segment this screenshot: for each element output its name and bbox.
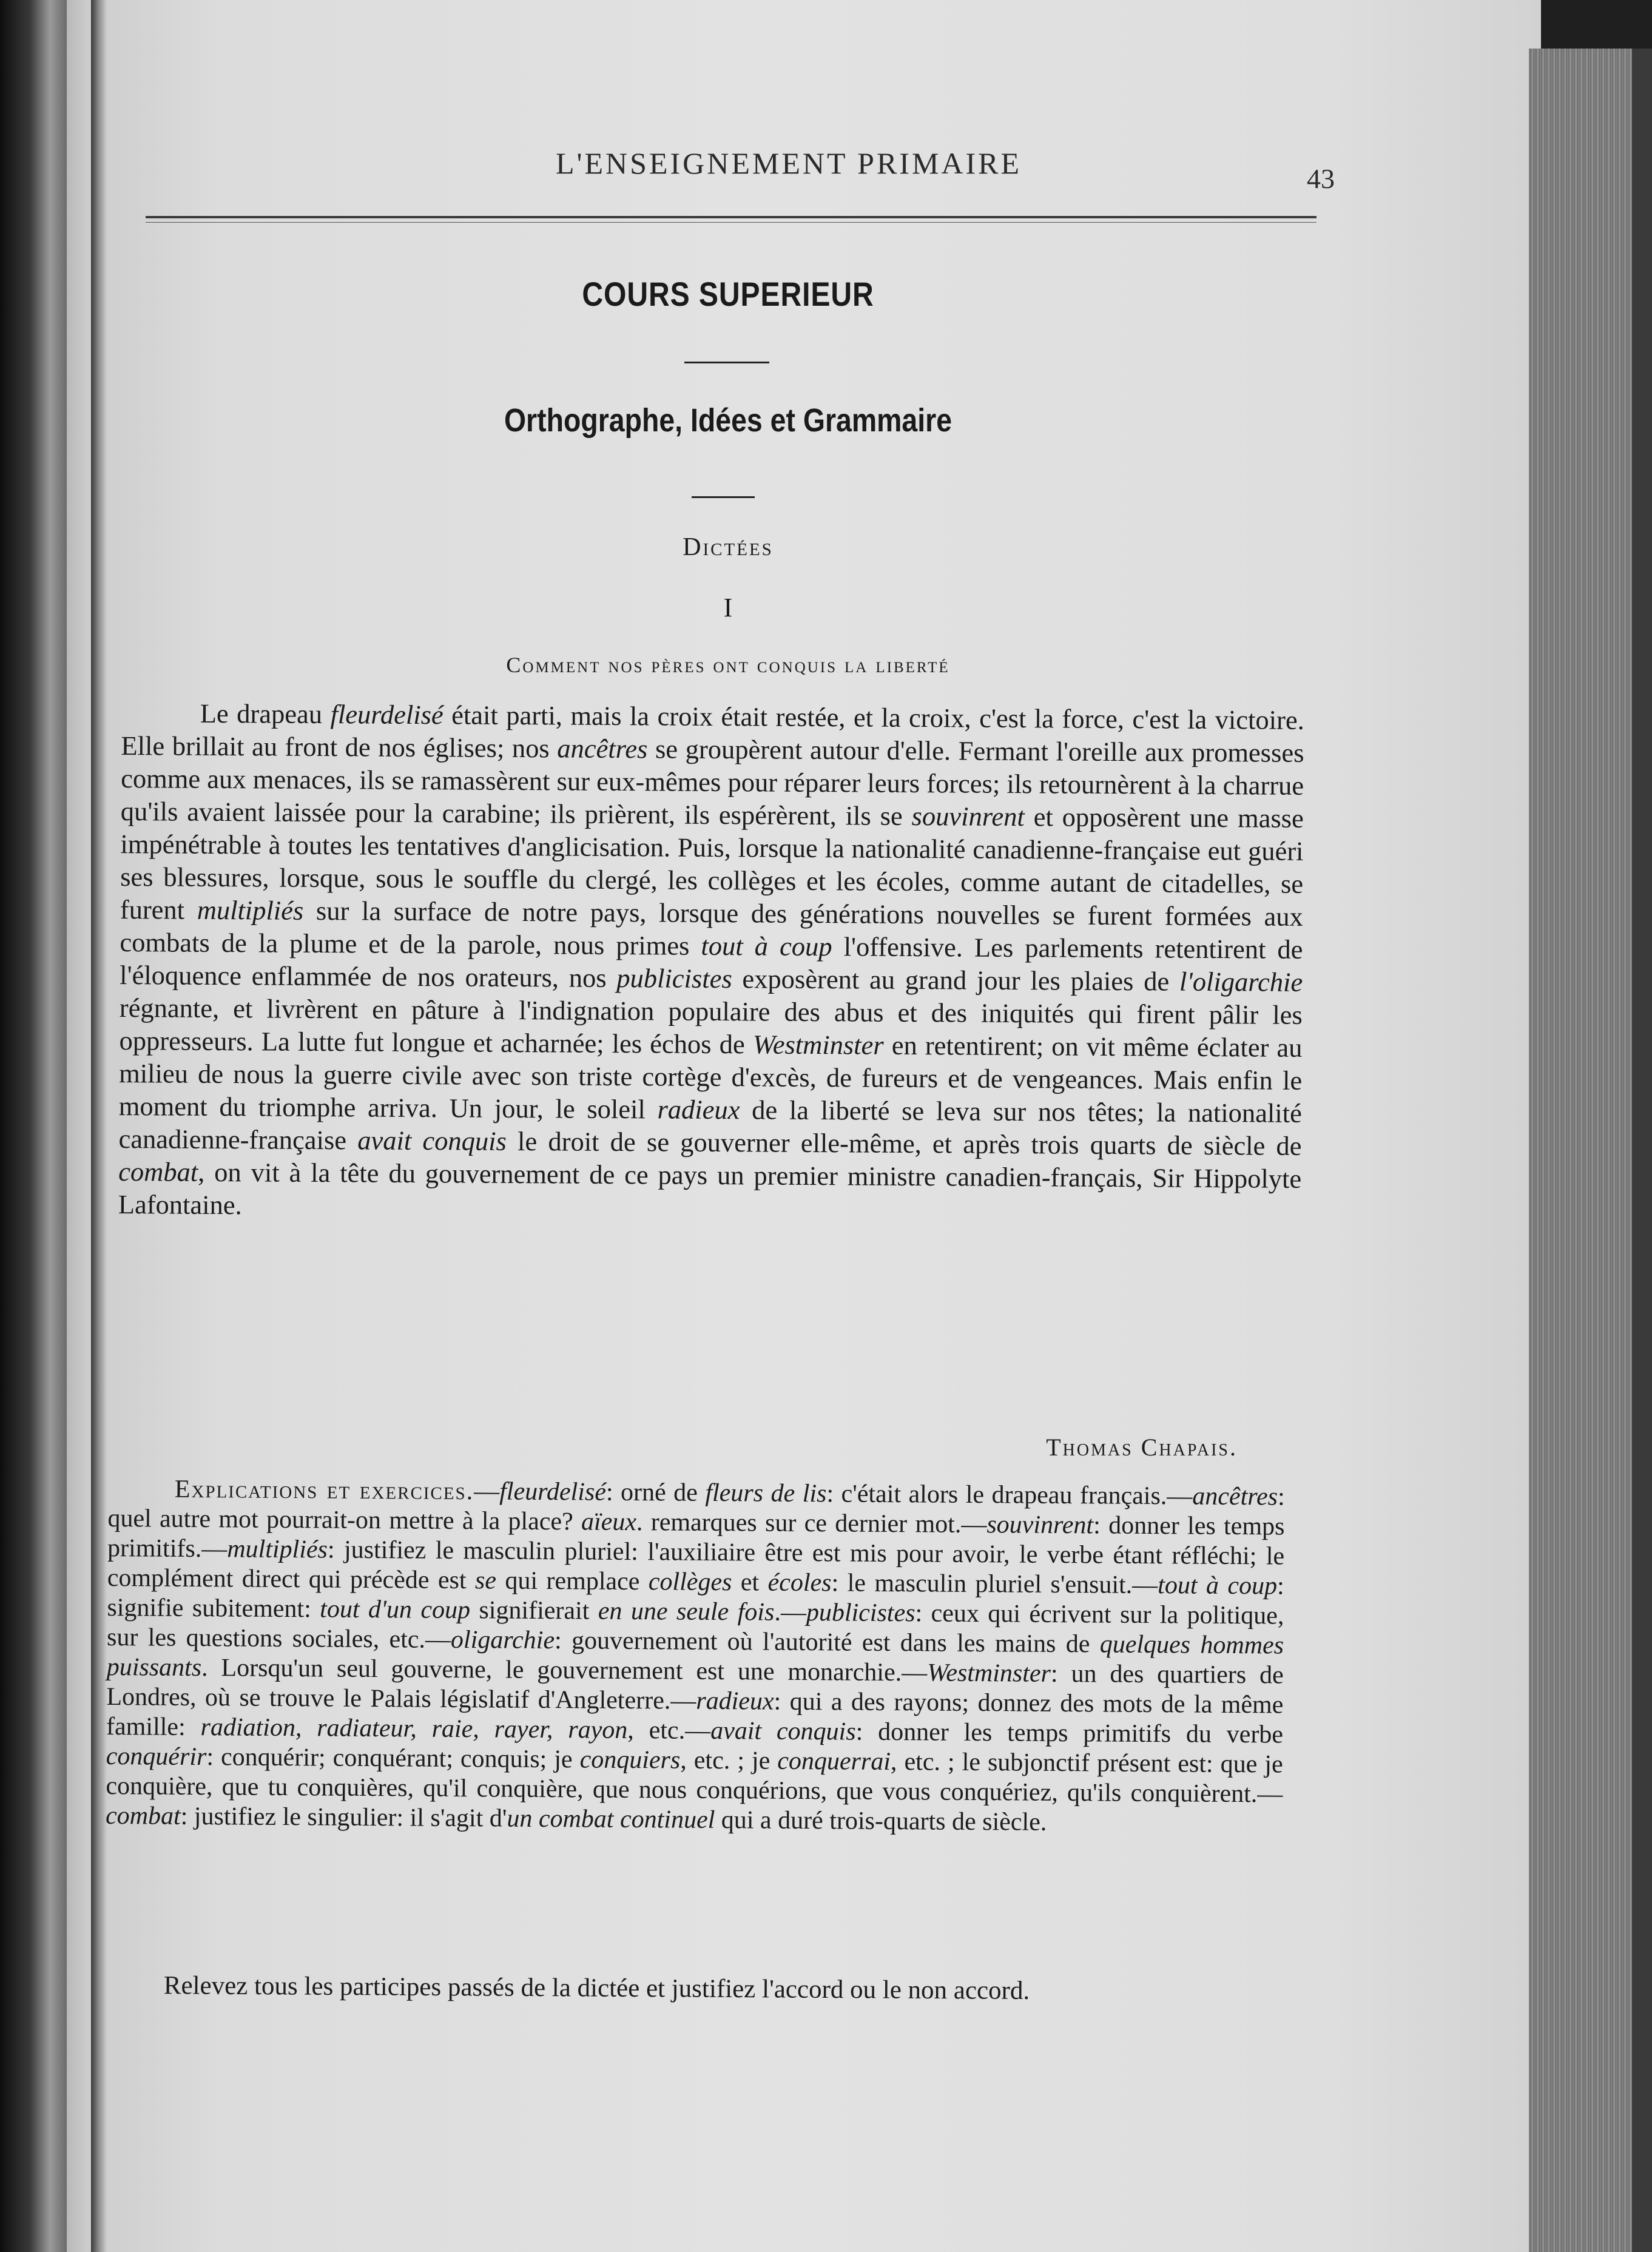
left-binding-shadow xyxy=(0,0,67,2252)
book-cover-edge xyxy=(1632,49,1652,2252)
page-number: 43 xyxy=(1307,163,1335,194)
dictee-text: Le drapeau fleurdelisé était parti, mais la croix était restée, et la croix, c'est la force, c'est la victoire. Elle brillait au front de nos églises; nos ancêtres se groupèrent autour d'elle. Fermant l'oreille aux promesses comme aux menaces, ils se ramassèrent sur eux-mêmes pour réparer leurs forces; ils retournèrent à la charrue qu'ils avaient laissée pour la carabine; ils prièrent, ils espérèrent, ils se souvinrent et opposèrent une masse impénétrable à toutes les tentatives d'anglicisation. Puis, lorsque la nationalité canadienne-française eut guéri ses blessures, lorsque, sous le souffle du clergé, les collèges et les écoles, comme autant de citadelles, se furent multipliés sur la surface de notre pays, lorsque des générations nouvelles se furent formées aux combats de la plume et de la parole, nous primes tout à coup l'offensive. Les parlements retentirent de l'éloquence enflammée de nos orateurs, nos publicistes exposèrent au grand jour les plaies de l'oligarchie régnante, et livrèrent en pâture à l'indignation populaire des abus et des iniquités qui firent pâlir les oppresseurs. La lutte fut longue et acharnée; les échos de Westminster en retentirent; on vit même éclater au milieu de nous la guerre civile avec son triste cortège d'excès, de fureurs et de vengeances. Mais enfin le moment du triomphe arriva. Un jour, le soleil radieux de la liberté se leva sur nos têtes; la nationalité canadienne-française avait conquis le droit de se gouverner elle-même, et après trois quarts de siècle de combat, on vit à la tête du gouvernement de ce pays un premier ministre canadien-français, Sir Hippolyte Lafontaine. xyxy=(118,698,1304,1221)
subtitle-divider xyxy=(692,496,755,498)
dictee-number: I xyxy=(723,593,733,622)
dictee-title: Comment nos pères ont conquis la liberté xyxy=(506,653,950,677)
dictee-author: Thomas Chapais. xyxy=(1046,1434,1238,1461)
header-rule xyxy=(146,216,1317,218)
book-gutter xyxy=(91,0,107,2252)
section-subtitle: Orthographe, Idées et Grammaire xyxy=(504,402,952,439)
dictees-heading: Dictées xyxy=(683,533,774,561)
section-title: COURS SUPERIEUR xyxy=(582,275,874,313)
exercise-instruction: Relevez tous les participes passés de la dictée et justifiez l'accord ou le non accord. xyxy=(163,1971,1030,2005)
header-rule-thin xyxy=(146,222,1317,223)
title-divider xyxy=(684,362,769,363)
explications-paragraph: Explications et exercices.—fleurdelisé: orné de fleurs de lis: c'était alors le drapeau français.—ancêtres: quel autre mot pourrait-on mettre à la place? aïeux. remarques sur ce dernier mot.—souvinrent: donner les temps primitifs.—multipliés: justifiez le masculin pluriel: l'auxiliaire être est mis pour avoir, le verbe étant réfléchi; le complément direct qui précède est se qui remplace collèges et écoles: le masculin pluriel s'ensuit.—tout à coup: signifie subitement: tout d'un coup signifierait en une seule fois.—publicistes: ceux qui écrivent sur la politique, sur les questions sociales, etc.—oligarchie: gouvernement où l'autorité est dans les mains de quelques hommes puissants. Lorsqu'un seul gouverne, le gouvernement est une monarchie.—Westminster: un des quartiers de Londres, où se trouve le Palais législatif d'Angleterre.—radieux: qui a des rayons; donnez des mots de la même famille: radiation, radiateur, raie, rayer, rayon, etc.—avait conquis: donner les temps primitifs du verbe conquérir: conquérir; conquérant; conquis; je conquiers, etc. ; je conquerrai, etc. ; le subjonctif présent est: que je conquière, que tu conquières, qu'il conquière, que nous conquérions, que vous conquériez, qu'ils conquièrent.—combat: justifiez le singulier: il s'agit d'un combat continuel qui a duré trois-quarts de siècle. xyxy=(105,1475,1285,1836)
running-head: L'ENSEIGNEMENT PRIMAIRE xyxy=(555,146,1022,180)
